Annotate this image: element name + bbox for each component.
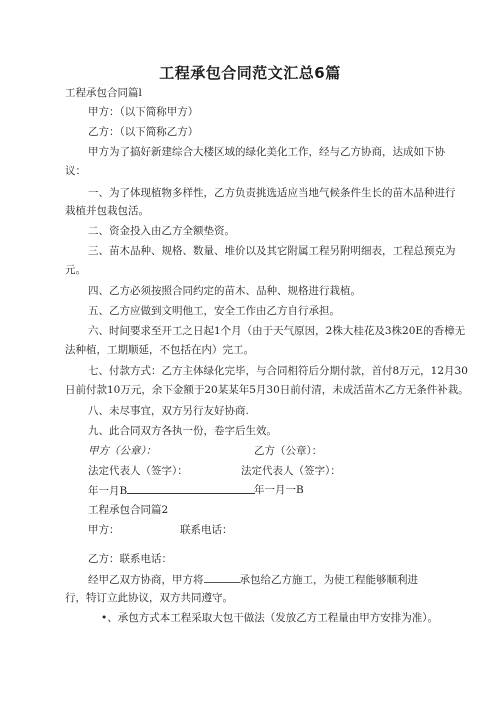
item8-line: 八、未尽事宜，双方另行友好协商. (88, 405, 249, 417)
item3-line-2: 元。 (65, 264, 86, 276)
c2-intro-line-2: 行，特订立此协议，双方共同遵守。 (65, 592, 233, 604)
rep-b-label: 法定代表人（签字）： (241, 465, 341, 477)
item7-line-2: 日前付款10万元，余下金额于20某某年5月30日前付清，未成活苗木乙方无条件补栽。 (65, 384, 469, 396)
rep-a-label: 法定代表人（签字）： (88, 465, 188, 477)
date-a-row (88, 483, 255, 498)
item6-line-2: 法种植，工期顺延，不包括在内）完工。 (65, 344, 254, 356)
item7-line-1: 七、付款方式：乙方主体绿化完毕，与合同相符后分期付款，首付8万元，12月30 (88, 365, 468, 377)
item6-line-1: 六、时间要求至开工之日起1个月（由于天气原因，2株大桂花及3株20E的香樟无 (88, 325, 466, 337)
document-title: 工程承包合同范文汇总6篇 (159, 64, 341, 82)
c2-party-b-line: 乙方：联系电话： (88, 553, 172, 565)
item1-line-1: 一、为了体现植物多样性，乙方负责挑选适应当地气候条件生长的苗木品种进行 (88, 187, 456, 199)
c2-phone-label: 联系电话： (180, 524, 233, 536)
contract2-heading: 工程承包合同篇2 (88, 504, 169, 516)
contract1-heading: 工程承包合同篇l (65, 87, 142, 99)
item1-line-2: 栽植并包栽包活。 (65, 205, 149, 217)
party-a-line: 甲方：（以下简称甲方） (88, 106, 199, 118)
c2-party-a-label: 甲方： (88, 524, 120, 536)
c2-item1-line: •、承包方式本工程采取大包干做法（发放乙方工程量由甲方安排为准）。 (101, 612, 438, 624)
intro-line-1: 甲方为了搞好新建综合大楼区域的绿化美化工作，经与乙方协商，达成如下协 (88, 146, 445, 158)
item5-line: 五、乙方应做到文明他工，安全工作由乙方自行承担。 (88, 305, 340, 317)
signature-underline (127, 483, 255, 494)
item9-line: 九、此合同双方各执一份，卷字后生效。 (88, 425, 277, 437)
item3-line-1: 三、苗木品种、规格、数量、堆价以及其它附属工程另附明细表，工程总预克为 (88, 245, 456, 257)
date-b-label: 年一月一B (254, 484, 304, 496)
c2-intro-part-b: 承包给乙方施工，为使工程能够顺利进 (239, 574, 418, 586)
intro-line-2: 议： (65, 165, 86, 177)
c2-intro-line-1 (88, 572, 418, 587)
party-b-line: 乙方：（以下简称乙方） (88, 126, 199, 138)
item2-line: 二、资金投入由乙方全额垫资。 (88, 225, 235, 237)
project-name-blank (204, 572, 240, 583)
date-a-label: 年一月B (88, 485, 128, 497)
seal-b-label: 乙方（公章）： (254, 445, 323, 457)
seal-a-label: 甲方（公章）： (88, 445, 157, 457)
item4-line: 四、乙方必须按照合同约定的苗木、品种、规格进行栽植。 (88, 285, 361, 297)
c2-intro-part-a: 经甲乙双方协商，甲方将 (88, 574, 204, 586)
